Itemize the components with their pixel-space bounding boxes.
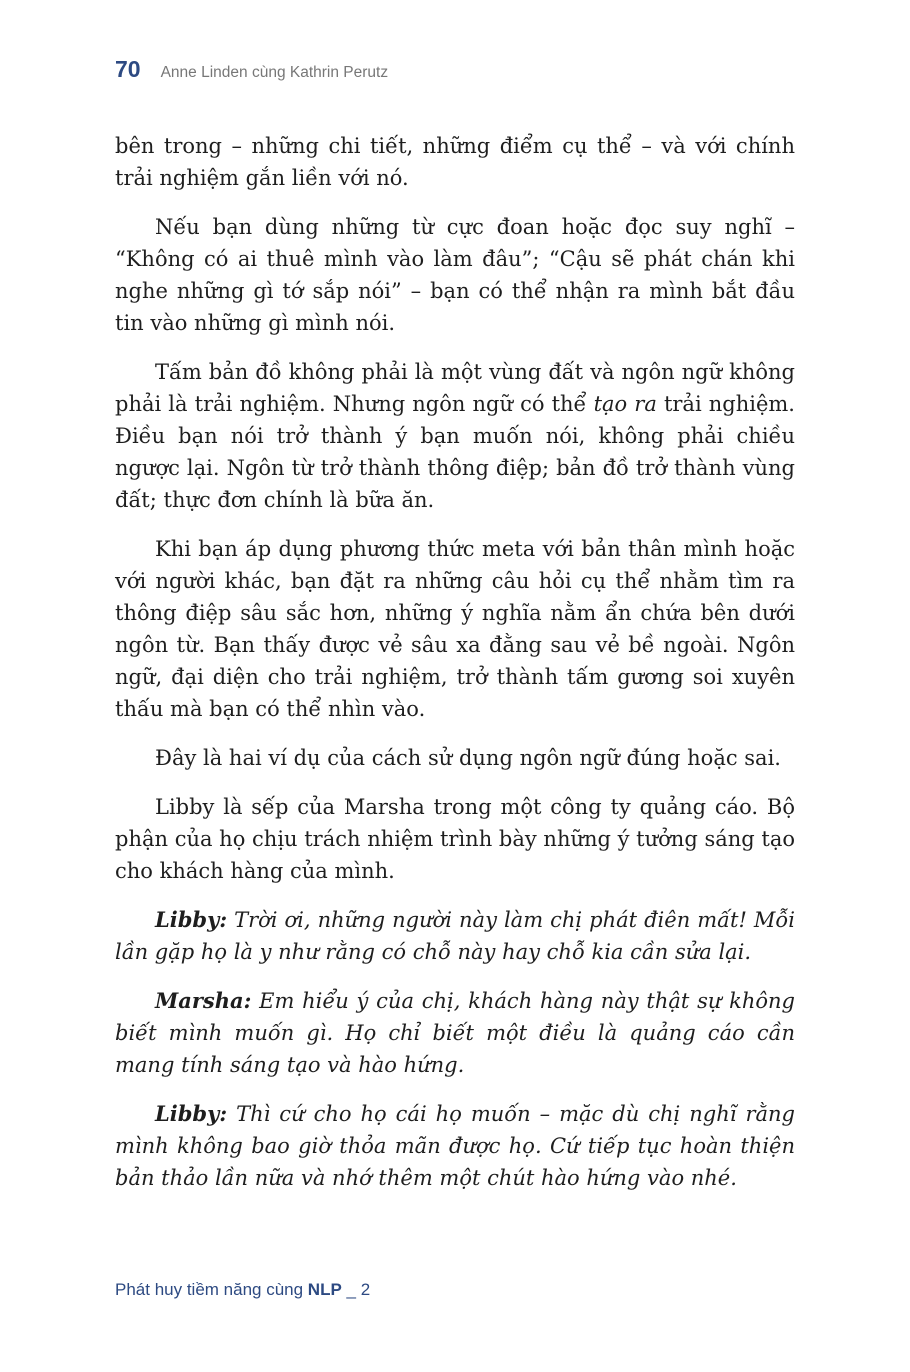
footer-series-prefix: Phát huy tiềm năng cùng (115, 1280, 308, 1299)
page-header (115, 56, 388, 86)
dialogue-speaker: Libby: (155, 1101, 228, 1126)
paragraph-3-part-1: Tấm bản đồ không phải là một vùng đất và ngôn ngữ không phải là trải nghiệm. Nhưng ngôn ngữ có thể (115, 360, 795, 416)
dialogue-line (115, 1098, 795, 1194)
paragraph-1: bên trong – những chi tiết, những điểm cụ thể – và với chính trải nghiệm gắn liền với nó. (115, 134, 795, 190)
paragraph-6: Libby là sếp của Marsha trong một công ty quảng cáo. Bộ phận của họ chịu trách nhiệm trình bày những ý tưởng sáng tạo cho khách hàng của mình. (115, 795, 795, 883)
dialogue-text: Em hiểu ý của chị, khách hàng này thật sự không biết mình muốn gì. Họ chỉ biết một điều là quảng cáo cần mang tính sáng tạo và hào hứng. (115, 989, 795, 1077)
dialogue-line (115, 985, 795, 1081)
paragraph-3 (115, 356, 795, 516)
paragraph-3-part-2: trải nghiệm. Điều bạn nói trở thành ý bạn muốn nói, không phải chiều ngược lại. Ngôn từ trở thành thông điệp; bản đồ trở thành vùng đất; thực đơn chính là bữa ăn. (115, 392, 795, 512)
paragraph-3-emphasis: tạo ra (593, 392, 657, 416)
dialogue-text: Thì cứ cho họ cái họ muốn – mặc dù chị nghĩ rằng mình không bao giờ thỏa mãn được họ. Cứ tiếp tục hoàn thiện bản thảo lần nữa và nhớ thêm một chút hào hứng vào nhé. (115, 1102, 795, 1190)
page-footer (115, 1280, 370, 1300)
paragraph-4: Khi bạn áp dụng phương thức meta với bản thân mình hoặc với người khác, bạn đặt ra những câu hỏi cụ thể nhằm tìm ra thông điệp sâu sắc hơn, những ý nghĩa nằm ẩn chứa bên dưới ngôn từ. Bạn thấy được vẻ sâu xa đằng sau vẻ bề ngoài. Ngôn ngữ, đại diện cho trải nghiệm, trở thành tấm gương soi xuyên thấu mà bạn có thể nhìn vào. (115, 537, 795, 721)
body-text (115, 130, 795, 1211)
paragraph-5: Đây là hai ví dụ của cách sử dụng ngôn ngữ đúng hoặc sai. (155, 746, 781, 770)
running-head-authors: Anne Linden cùng Kathrin Perutz (160, 64, 389, 81)
dialogue-line (115, 904, 795, 968)
dialogue-speaker: Marsha: (155, 988, 252, 1013)
dialogue-text: Trời ơi, những người này làm chị phát điên mất! Mỗi lần gặp họ là y như rằng có chỗ này hay chỗ kia cần sửa lại. (115, 908, 795, 964)
paragraph-2: Nếu bạn dùng những từ cực đoan hoặc đọc suy nghĩ – “Không có ai thuê mình vào làm đâu”; “Cậu sẽ phát chán khi nghe những gì tớ sắp nói” – bạn có thể nhận ra mình bắt đầu tin vào những gì mình nói. (115, 215, 795, 335)
footer-series-suffix: _ 2 (341, 1280, 371, 1299)
footer-series-brand: NLP (307, 1280, 342, 1299)
page-number: 70 (115, 56, 141, 82)
dialogue-speaker: Libby: (155, 907, 228, 932)
